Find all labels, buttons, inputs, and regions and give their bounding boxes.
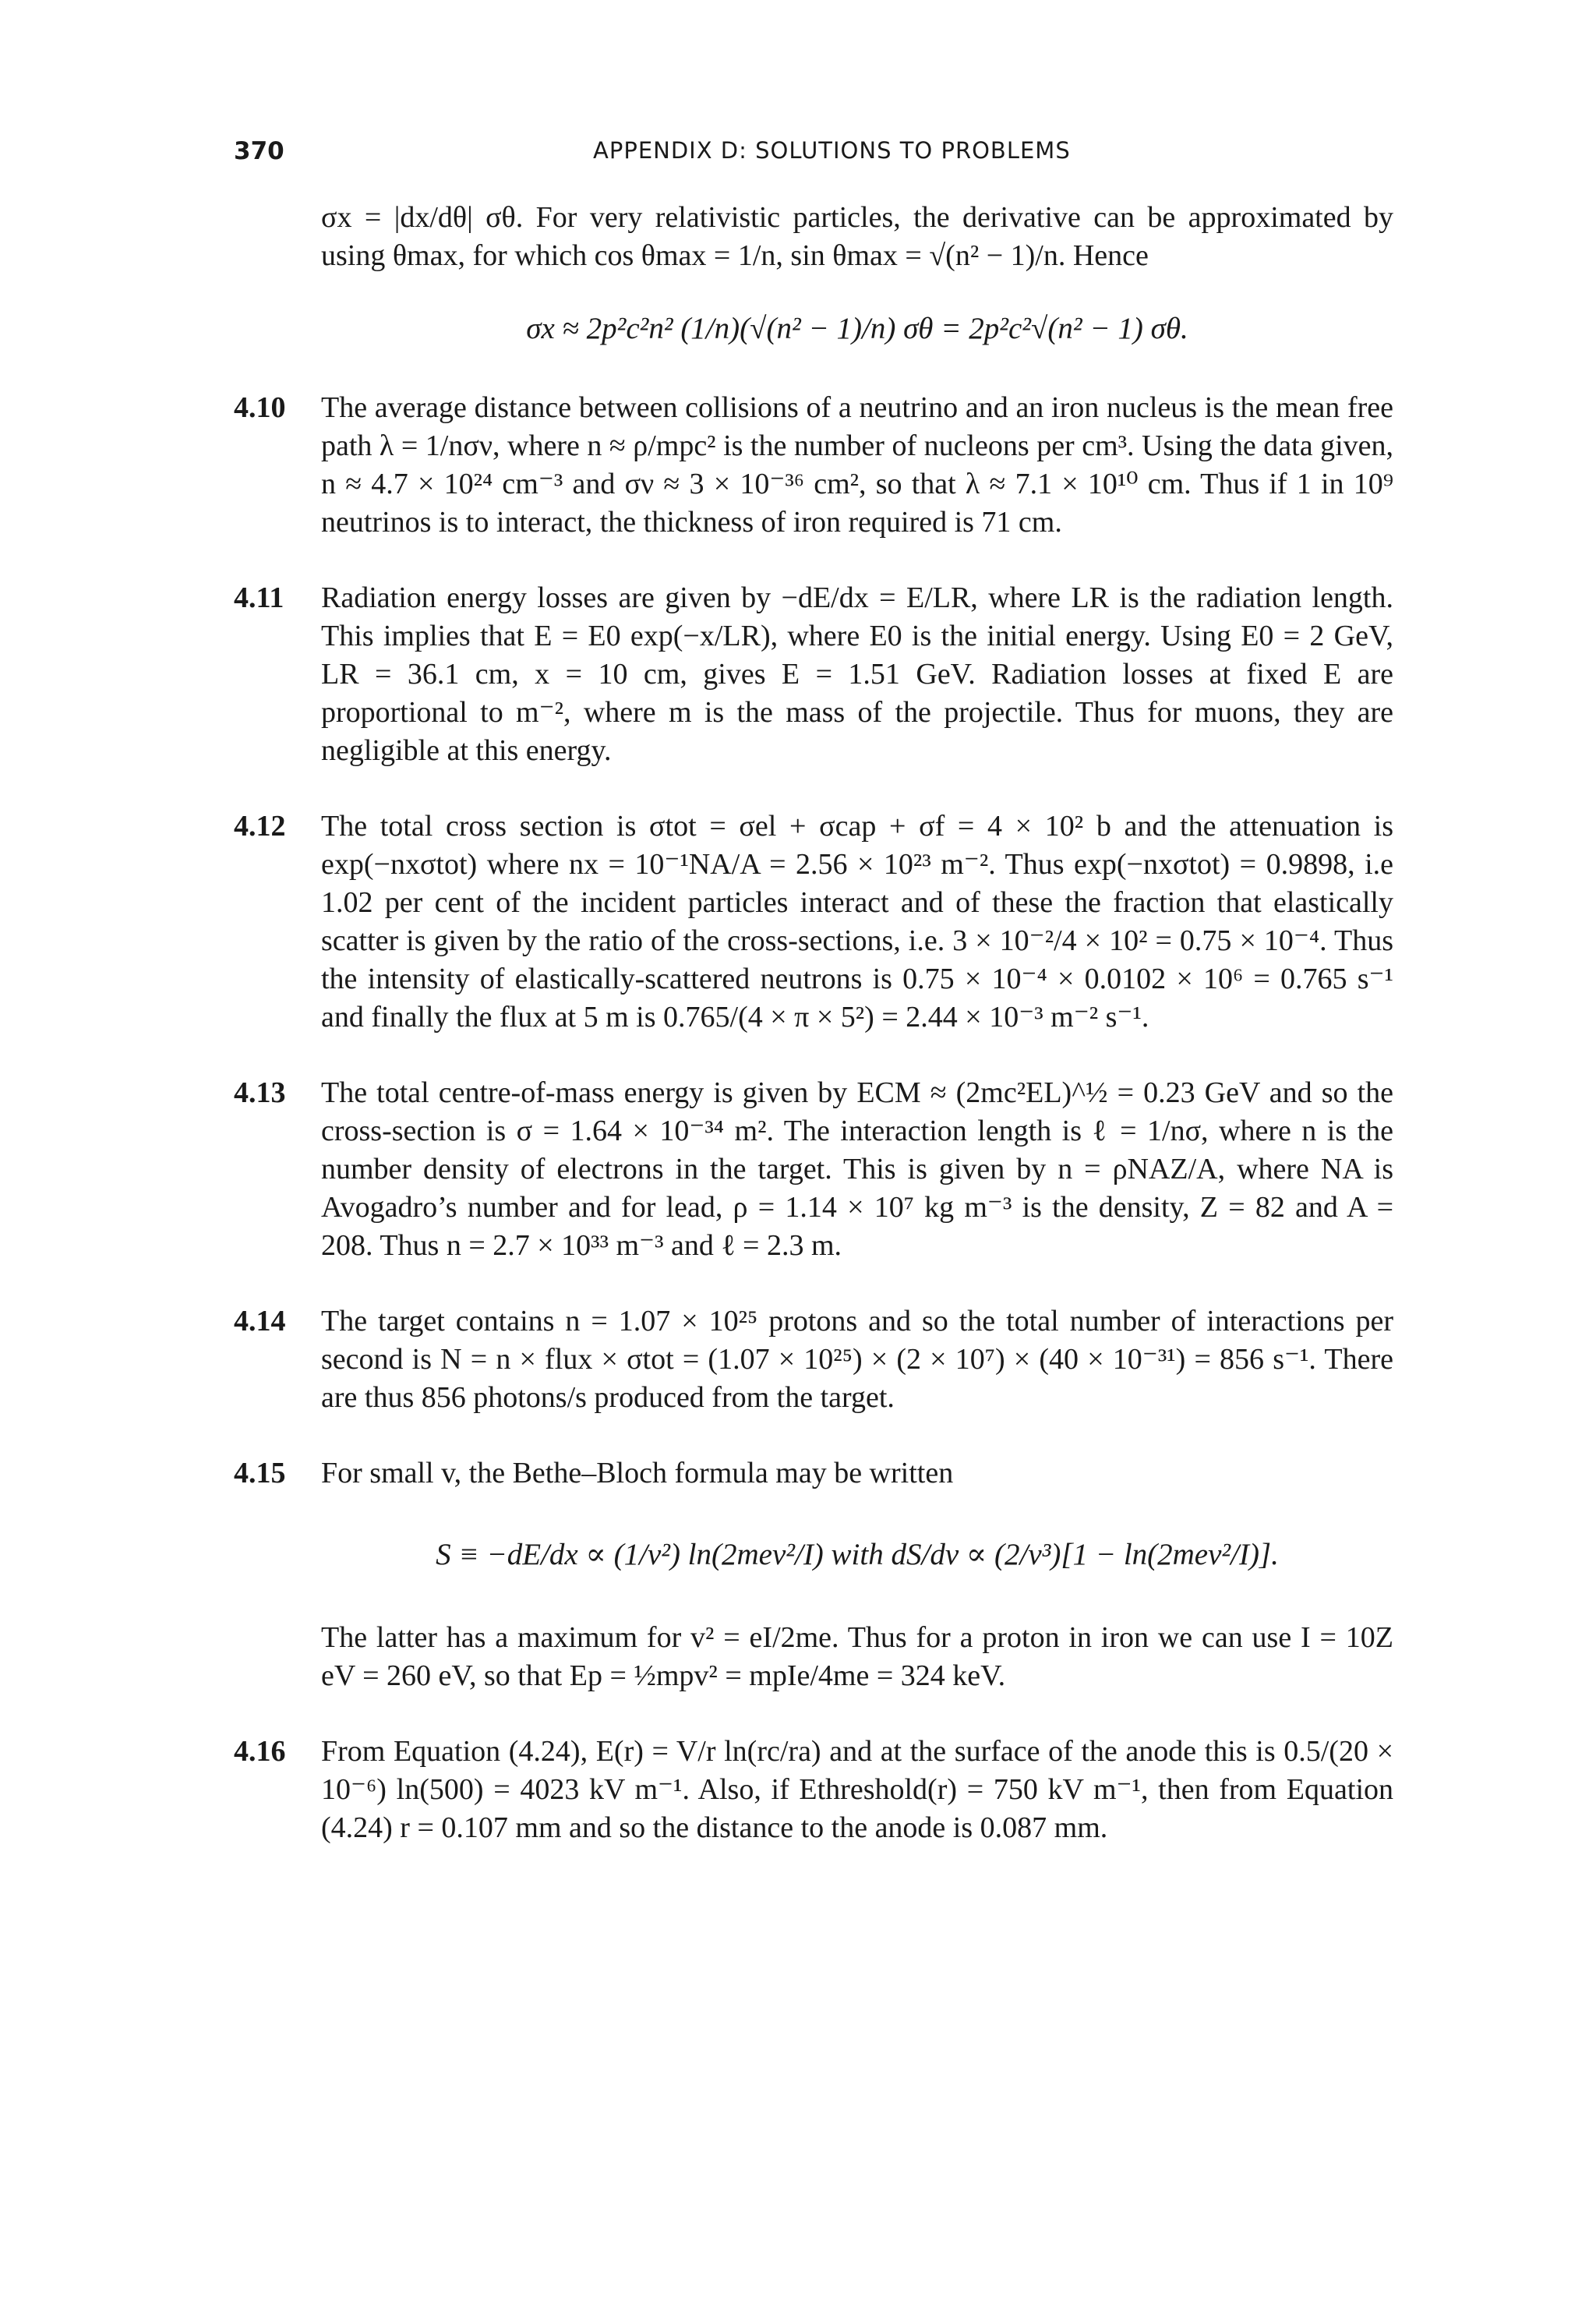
problem-4-14 — [234, 1302, 1393, 1417]
problem-text-continued: The latter has a maximum for v² = eI/2me. Thus for a proton in iron we can use I = 10Z eV = 260 eV, so that Ep = ½mpv² = mpIe/4me = 324 keV. — [321, 1621, 1393, 1692]
problem-number: 4.11 — [234, 581, 284, 614]
bethe-bloch-equation: S ≡ −dE/dx ∝ (1/v²) ln(2mev²/I) with dS/dv ∝ (2/v³)[1 − ln(2mev²/I)]. — [436, 1538, 1279, 1571]
page-number: 370 — [234, 137, 284, 165]
problem-number: 4.14 — [234, 1305, 286, 1337]
problem-text: The total cross section is σtot = σel + σcap + σf = 4 × 10² b and the attenuation is exp(−nxσtot) where nx = 10⁻¹NA/A = 2.56 × 10²³ m⁻². Thus exp(−nxσtot) = 0.9898, i.e 1.02 per cent of the incident particles interact and of these the fraction that elastically scatter is given by the ratio of the cross-sections, i.e. 3 × 10⁻²/4 × 10² = 0.75 × 10⁻⁴. Thus the intensity of elastically-scattered neutrons is 0.75 × 10⁻⁴ × 0.0102 × 10⁶ = 0.765 s⁻¹ and finally the flux at 5 m is 0.765/(4 × π × 5²) = 2.44 × 10⁻³ m⁻² s⁻¹. — [321, 810, 1393, 1034]
problem-4-13 — [234, 1074, 1393, 1265]
problem-4-10 — [234, 389, 1393, 542]
problem-number: 4.12 — [234, 810, 286, 843]
problem-text: The total centre-of-mass energy is given by ECM ≈ (2mc²EL)^½ = 0.23 GeV and so the cross-section is σ = 1.64 × 10⁻³⁴ m². The interaction length is ℓ = 1/nσ, where n is the number density of electrons in the target. This is given by n = ρNAZ/A, where NA is Avogadro’s number and for lead, ρ = 1.14 × 10⁷ kg m⁻³ is the density, Z = 82 and A = 208. Thus n = 2.7 × 10³³ m⁻³ and ℓ = 2.3 m. — [321, 1076, 1393, 1262]
problem-4-16 — [234, 1733, 1393, 1847]
problem-text: Radiation energy losses are given by −dE/dx = E/LR, where LR is the radiation length. This implies that E = E0 exp(−x/LR), where E0 is the initial energy. Using E0 = 2 GeV, LR = 36.1 cm, x = 10 cm, gives E = 1.51 GeV. Radiation losses at fixed E are proportional to m⁻², where m is the mass of the projectile. Thus for muons, they are negligible at this energy. — [321, 581, 1393, 767]
problem-number: 4.10 — [234, 391, 286, 424]
problem-text: From Equation (4.24), E(r) = V/r ln(rc/ra) and at the surface of the anode this is 0.5/(20 × 10⁻⁶) ln(500) = 4023 kV m⁻¹. Also, if Ethreshold(r) = 750 kV m⁻¹, then from Equation (4.24) r = 0.107 mm and so the distance to the anode is 0.087 mm. — [321, 1735, 1393, 1844]
running-head — [234, 137, 1393, 175]
problem-text: The target contains n = 1.07 × 10²⁵ protons and so the total number of interactions per second is N = n × flux × σtot = (1.07 × 10²⁵) × (2 × 10⁷) × (40 × 10⁻³¹) = 856 s⁻¹. There are thus 856 photons/s produced from the target. — [321, 1305, 1393, 1414]
problem-number: 4.15 — [234, 1457, 286, 1489]
problem-4-12 — [234, 807, 1393, 1037]
intro-paragraph: σx = |dx/dθ| σθ. For very relativistic particles, the derivative can be approximated by using θmax, for which cos θmax = 1/n, sin θmax = √(n² − 1)/n. Hence — [321, 201, 1393, 272]
problem-number: 4.16 — [234, 1735, 286, 1768]
problem-text: For small v, the Bethe–Bloch formula may be written — [321, 1457, 954, 1489]
problem-number: 4.13 — [234, 1076, 286, 1109]
body-text — [234, 199, 1393, 1847]
intro-block — [234, 199, 1393, 361]
problem-4-11 — [234, 579, 1393, 770]
problem-text: The average distance between collisions of a neutrino and an iron nucleus is the mean free path λ = 1/nσν, where n ≈ ρ/mpc² is the number of nucleons per cm³. Using the data given, n ≈ 4.7 × 10²⁴ cm⁻³ and σν ≈ 3 × 10⁻³⁶ cm², so that λ ≈ 7.1 × 10¹⁰ cm. Thus if 1 in 10⁹ neutrinos is to interact, the thickness of iron required is 71 cm. — [321, 391, 1393, 539]
intro-equation: σx ≈ 2p²c²n² (1/n)(√(n² − 1)/n) σθ = 2p²c²√(n² − 1) σθ. — [526, 312, 1188, 345]
problem-4-15 — [234, 1454, 1393, 1695]
running-title: APPENDIX D: SOLUTIONS TO PROBLEMS — [593, 137, 1071, 164]
